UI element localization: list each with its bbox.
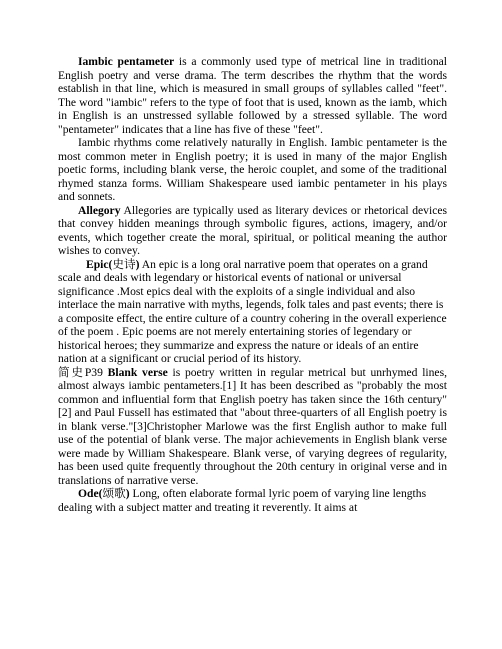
allegory-term: Allegory [78, 203, 121, 217]
ode-definition: Long, often elaborate formal lyric poem of varying line lengths dealing with a subject matter and treating it reverently. It aims at [58, 487, 427, 514]
iambic-pentameter-term: Iambic pentameter [78, 55, 175, 68]
epic-definition: An epic is a long oral narrative poem that operates on a grand scale and deals with legendary or historical events of national or universal significance .Most epics deal with the exploits of a single individual and also interlace the main narrative with myths, legends, folk tales and past events; there is a composite effect, the entire culture of a country cohering in the overall experience of the poem . Epic poems are not merely entertaining stories of legendary or historical heroes; they summarize and express the nature or ideals of an entire nation at a significant or crucial period of its history. [58, 257, 447, 365]
allegory-paragraph [58, 204, 447, 258]
blank-verse-term: Blank verse [107, 365, 168, 379]
ode-chinese-term: 颂歌 [102, 487, 126, 500]
ode-paragraph [58, 487, 447, 514]
epic-term: Epic(史诗) [86, 257, 140, 271]
iambic-pentameter-definition: is a commonly used type of metrical line in traditional English poetry and verse drama. The term describes the rhythm that the words establish in that line, which is measured in small groups of syllables called "feet". The word "iambic" refers to the type of foot that is used, known as the iamb, which in English is an unstressed syllable followed by a stressed syllable. The word "pentameter" indicates that a line has five of these "feet". [58, 55, 447, 136]
ode-term: Ode(颂歌) [78, 487, 130, 500]
epic-paragraph [58, 258, 447, 366]
blank-verse-definition: is poetry written in regular metrical but unrhymed lines, almost always iambic pentameters.[1] It has been described as "probably the most common and influential form that English poetry has taken since the 16th century"[2] and Paul Fussell has estimated that "about three-quarters of all English poetry is in blank verse."[3]Christopher Marlowe was the first English author to make full use of the potential of blank verse. The major achievements in English blank verse were made by William Shakespeare. Blank verse, of varying degrees of regularity, has been used quite frequently throughout the 20th century in original verse and in translations of narrative verse. [58, 365, 447, 487]
blank-verse-reference: 简史P39 [58, 365, 108, 379]
iambic-rhythms-paragraph: Iambic rhythms come relatively naturally in English. Iambic pentameter is the most common meter in English poetry; it is used in many of the major English poetic forms, including blank verse, the heroic couplet, and some of the traditional rhymed stanza forms. William Shakespeare used iambic pentameter in his plays and sonnets. [58, 136, 447, 203]
iambic-pentameter-paragraph [58, 55, 447, 136]
epic-chinese-term: 史诗 [112, 257, 136, 271]
allegory-definition: Allegories are typically used as literary devices or rhetorical devices that convey hidden meanings through symbolic figures, actions, imagery, and/or events, which together create the moral, spiritual, or political meaning the author wishes to convey. [58, 203, 447, 257]
blank-verse-paragraph [58, 366, 447, 488]
